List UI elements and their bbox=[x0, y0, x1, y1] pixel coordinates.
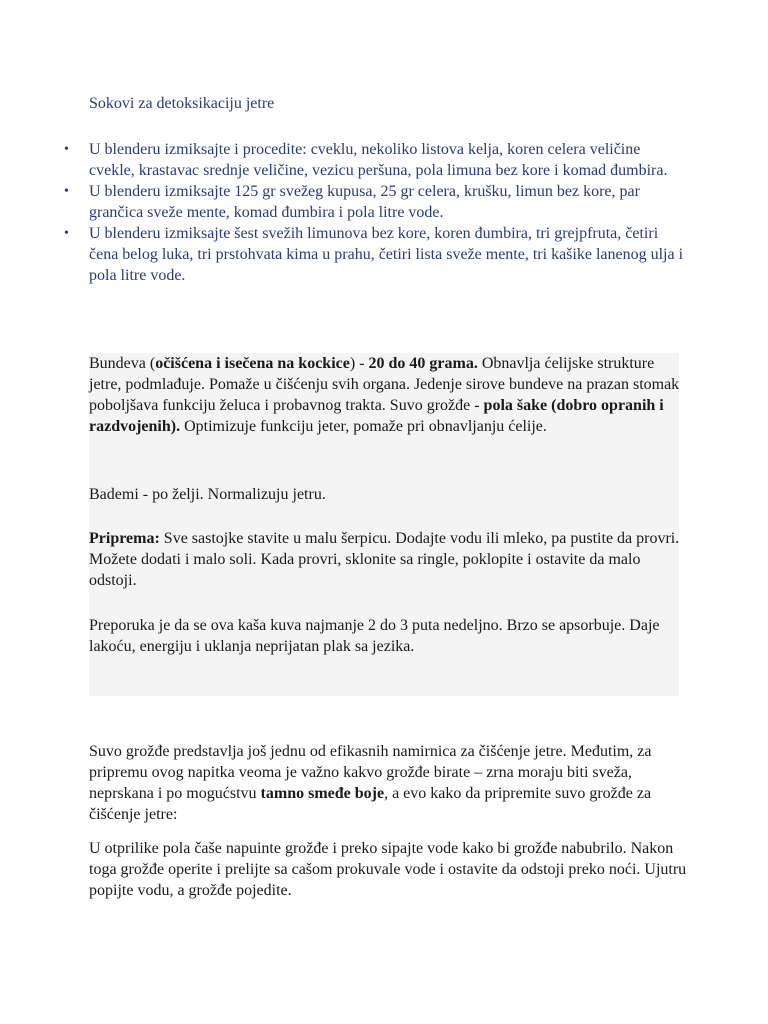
list-item: • U blenderu izmiksajte 125 gr svežeg kupusa, 25 gr celera, krušku, limun bez kore, par grančica sveže mente, komad đumbira i pola litre vode. bbox=[89, 181, 689, 223]
text-run: , a evo kako da pripremite suvo grožđe za čišćenje jetre: bbox=[89, 785, 652, 823]
bold-run: 20 do 40 grama. bbox=[368, 355, 478, 372]
text-run: ) - bbox=[349, 355, 369, 372]
bold-run: tamno smeđe boje bbox=[260, 785, 385, 802]
pumpkin-paragraph bbox=[89, 353, 681, 437]
recommendation-paragraph: Preporuka je da se ova kaša kuva najmanje 2 do 3 puta nedeljno. Brzo se apsorbuje. Daje lakoću, energiju i uklanja neprijatan plak sa jezika. bbox=[89, 617, 660, 655]
text-run: Optimizuje funkciju jeter, pomaže pri obnavljanju ćelije. bbox=[180, 418, 547, 435]
text-run: Obnavlja ćelijske strukture jetre, podmlađuje. Pomaže u čišćenju svih organa. Jedenje sirove bundeve na prazan stomak poboljšava funkciju želuca i probavnog trakta. Suvo grožđe - bbox=[89, 355, 680, 414]
juice-recipe-list bbox=[89, 139, 689, 286]
text-run: Suvo grožđe predstavlja još jednu od efikasnih namirnica za čišćenje jetre. Međutim, za pripremu ovog napitka veoma je važno kakvo grožđe birate – zrna moraju biti sveža, neprskana i po mogućstvu bbox=[89, 743, 652, 802]
raisins-intro-paragraph bbox=[89, 741, 689, 825]
bold-run: očišćena i isečena na kockice bbox=[155, 355, 350, 372]
recipe-highlight-box bbox=[89, 353, 679, 696]
almonds-paragraph: Bademi - po želji. Normalizuju jetru. bbox=[89, 486, 326, 503]
text-run: Bundeva ( bbox=[89, 355, 156, 372]
bold-run: Priprema: bbox=[89, 530, 160, 547]
list-item: • U blenderu izmiksajte i procedite: cveklu, nekoliko listova kelja, koren celera veličine cvekle, krastavac srednje veličine, vezicu peršuna, pola limuna bez kore i komad đumbira. bbox=[89, 139, 689, 181]
text-run: Sve sastojke stavite u malu šerpicu. Dodajte vodu ili mleko, pa pustite da provri. Možete dodati i malo soli. Kada provri, sklonite sa ringle, poklopite i ostavite da malo odstoji. bbox=[89, 530, 680, 589]
preparation-paragraph bbox=[89, 528, 681, 591]
raisins-instructions-paragraph: U otprilike pola čaše napuinte grožđe i preko sipajte vode kako bi grožđe nabubrilo. Nakon toga grožđe operite i prelijte sa cašom prokuvale vode i ostavite da odstoji preko noći. Ujutru popijte vodu, a grožđe pojedite. bbox=[89, 840, 687, 899]
page-title: Sokovi za detoksikaciju jetre bbox=[89, 95, 275, 112]
list-item: • U blenderu izmiksajte šest svežih limunova bez kore, koren đumbira, tri grejpfruta, četiri čena belog luka, tri prstohvata kima u prahu, četiri lista sveže mente, tri kašike lanenog ulja i pola litre vode. bbox=[89, 223, 689, 286]
bold-run: pola šake (dobro opranih i razdvojenih). bbox=[89, 397, 664, 435]
